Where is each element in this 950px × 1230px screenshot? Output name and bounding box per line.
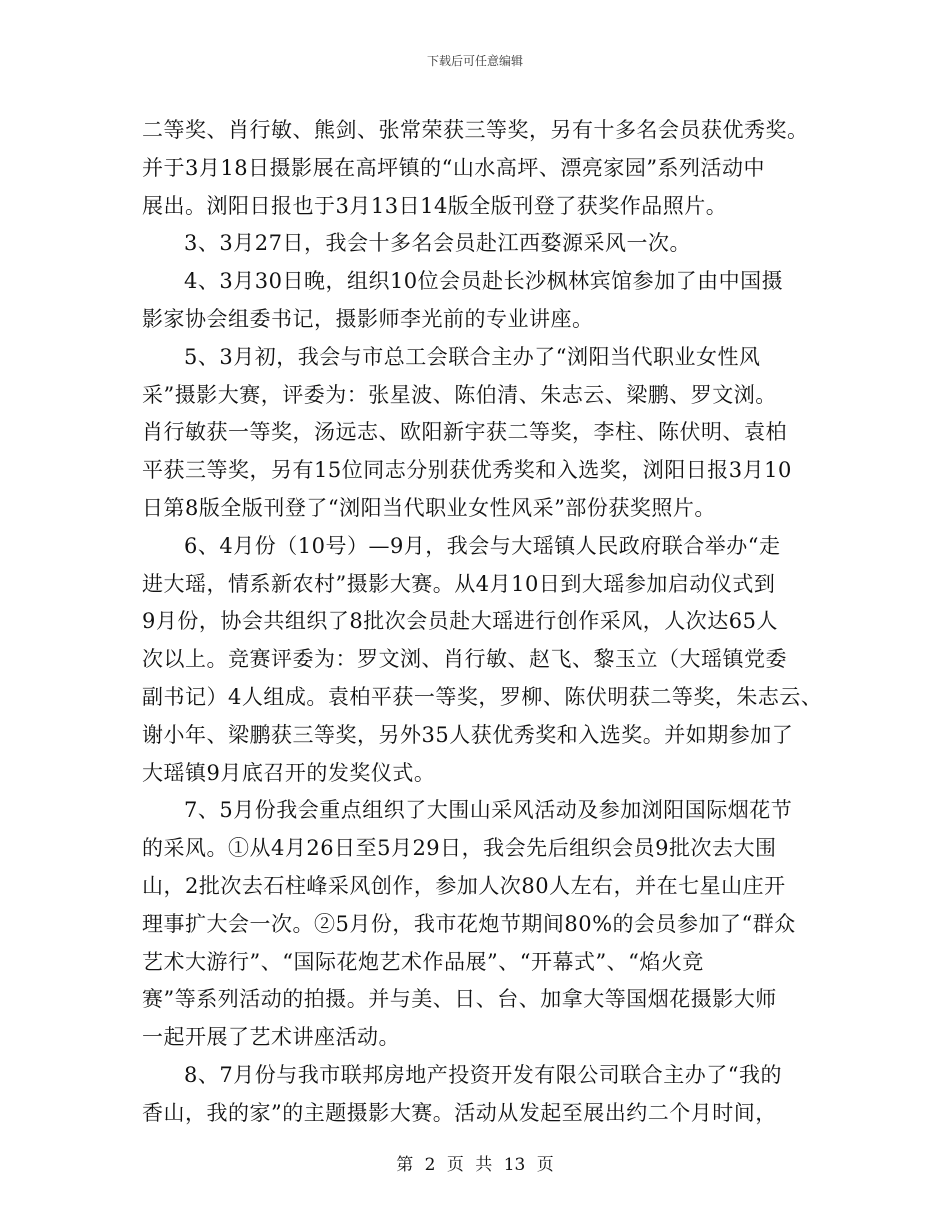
text-line: 影家协会组委书记，摄影师李光前的专业讲座。 [142,306,594,331]
text-line: 6、4月份（10号）—9月，我会与大瑶镇人民政府联合举办“走 [184,533,781,558]
text-line: 赛”等系列活动的拍摄。并与美、日、台、加拿大等国烟花摄影大师 [142,987,777,1012]
page-header: 下载后可任意编辑 [426,54,523,68]
text-line: 副书记）4人组成。袁柏平获一等奖，罗柳、陈伏明获二等奖，朱志云、 [142,684,823,709]
text-line: 5、3月初，我会与市总工会联合主办了“浏阳当代职业女性风 [184,344,761,369]
text-line: 的采风。①从4月26日至5月29日，我会先后组织会员9批次去大围 [142,836,777,861]
text-line: 展出。浏阳日报也于3月13日14版全版刊登了获奖作品照片。 [142,193,728,218]
text-line: 8、7月份与我市联邦房地产投资开发有限公司联合主办了“我的 [184,1062,782,1087]
text-line: 二等奖、肖行敏、熊剑、张常荣获三等奖，另有十多名会员获优秀奖。 [142,118,809,142]
text-line: 并于3月18日摄影展在高坪镇的“山水高坪、漂亮家园”系列活动中 [142,155,766,180]
text-line: 3、3月27日，我会十多名会员赴江西婺源采风一次。 [184,231,691,256]
text-line: 9月份，协会共组织了8批次会员赴大瑶进行创作采风，人次达65人 [142,609,778,634]
page-footer: 第 2 页 共 13 页 [396,1155,554,1175]
text-line: 平获三等奖，另有15位同志分别获优秀奖和入选奖，浏阳日报3月10 [142,458,792,483]
text-line: 7、5月份我会重点组织了大围山采风活动及参加浏阳国际烟花节 [184,798,793,823]
text-line: 谢小年、梁鹏获三等奖，另外35人获优秀奖和入选奖。并如期参加了 [142,722,794,747]
text-line: 采”摄影大赛，评委为：张星波、陈伯清、朱志云、梁鹏、罗文浏。 [142,382,777,407]
text-line: 艺术大游行”、“国际花炮艺术作品展”、“开幕式”、“焰火竞 [142,949,704,974]
text-line: 一起开展了艺术讲座活动。 [142,1025,400,1050]
text-line: 次以上。竞赛评委为：罗文浏、肖行敏、赵飞、黎玉立（大瑶镇党委 [142,647,787,672]
text-line: 山，2批次去石柱峰采风创作，参加人次80人左右，并在七星山庄开 [142,873,786,898]
text-line: 理事扩大会一次。②5月份，我市花炮节期间80%的会员参加了“群众 [142,911,796,936]
text-line: 大瑶镇9月底召开的发奖仪式。 [142,760,436,785]
text-line: 香山，我的家”的主题摄影大赛。活动从发起至展出约二个月时间， [142,1100,777,1125]
text-line: 肖行敏获一等奖，汤远志、欧阳新宇获二等奖，李柱、陈伏明、袁柏 [142,420,787,445]
text-line: 4、3月30日晚，组织10位会员赴长沙枫林宾馆参加了由中国摄 [184,269,784,294]
text-line: 进大瑶，情系新农村”摄影大赛。从4月10日到大瑶参加启动仪式到 [142,571,776,596]
text-line: 日第8版全版刊登了“浏阳当代职业女性风采”部份获奖照片。 [142,495,716,520]
document-body [142,112,822,1133]
